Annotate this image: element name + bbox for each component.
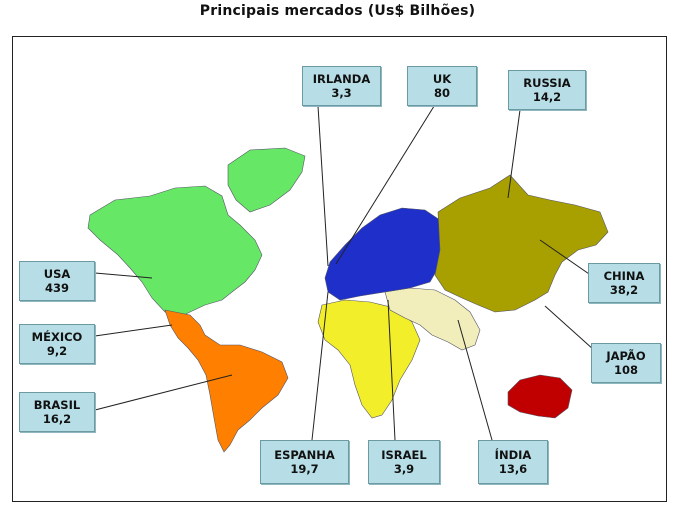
label-mexico (19, 324, 95, 364)
label-espanha (260, 440, 349, 484)
label-japao (591, 343, 661, 383)
label-china-name: CHINA (603, 269, 645, 283)
label-espanha-value: 19,7 (290, 462, 319, 476)
region-greenland (228, 148, 305, 212)
label-china (588, 263, 660, 303)
label-mexico-value: 9,2 (46, 344, 68, 358)
label-mexico-name: MÉXICO (31, 330, 83, 344)
label-usa-value: 439 (44, 281, 69, 295)
label-india-name: ÍNDIA (494, 448, 532, 462)
label-brasil (19, 392, 95, 432)
label-irlanda-name: IRLANDA (312, 72, 371, 86)
label-irlanda (302, 66, 381, 106)
leader-irlanda (318, 106, 328, 266)
label-russia-name: RUSSIA (523, 76, 571, 90)
chart-title: Principais mercados (Us$ Bilhões) (199, 3, 476, 19)
region-north-america (88, 186, 262, 318)
leader-japao (545, 306, 594, 350)
label-uk (407, 66, 477, 106)
label-irlanda-value: 3,3 (331, 86, 352, 100)
label-brasil-name: BRASIL (33, 398, 81, 412)
label-india-value: 13,6 (498, 462, 528, 476)
label-china-value: 38,2 (609, 283, 639, 297)
label-uk-name: UK (432, 72, 452, 86)
label-russia-value: 14,2 (532, 90, 562, 104)
label-india (478, 440, 548, 484)
label-israel-value: 3,9 (393, 462, 415, 476)
region-oceania (508, 375, 572, 418)
label-espanha-name: ESPANHA (274, 448, 335, 462)
label-israel-name: ISRAEL (381, 448, 427, 462)
label-israel (368, 440, 440, 484)
label-japao-value: 108 (613, 363, 638, 377)
label-uk-value: 80 (433, 86, 450, 100)
leader-mexico (95, 325, 172, 336)
label-usa (19, 261, 95, 301)
label-usa-name: USA (43, 267, 71, 281)
label-russia (508, 70, 586, 110)
label-japao-name: JAPÃO (606, 349, 646, 363)
region-asia (435, 175, 608, 312)
label-brasil-value: 16,2 (42, 412, 72, 426)
region-latin-america (165, 310, 288, 452)
